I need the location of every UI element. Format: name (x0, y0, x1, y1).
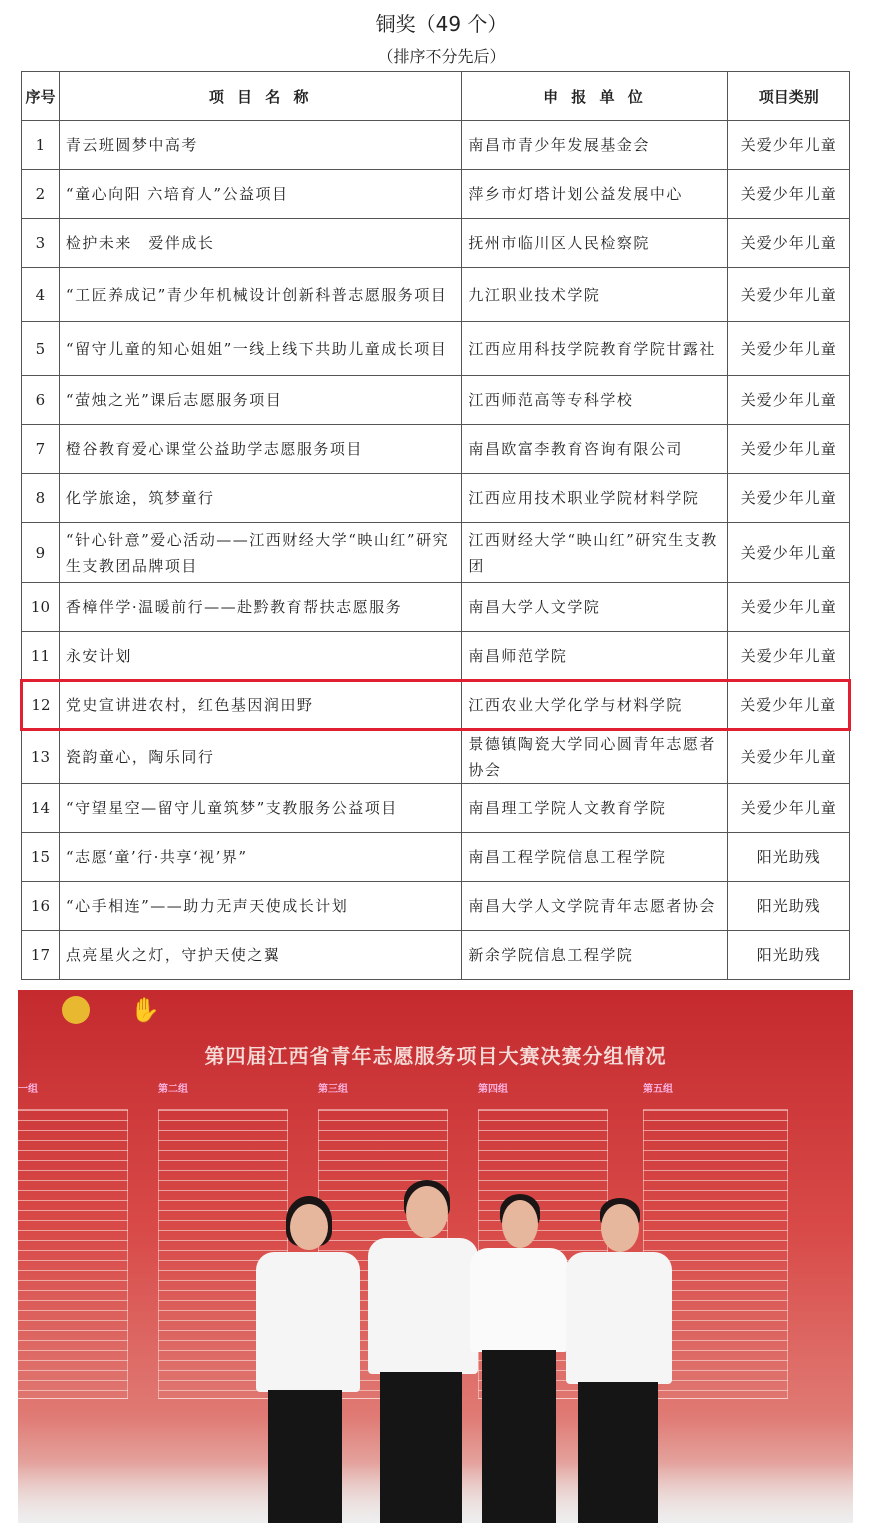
table-row (22, 784, 850, 833)
project-name: “针心针意”爱心活动——江西财经大学“映山红”研究生支教团品牌项目 (59, 523, 462, 583)
row-number: 3 (22, 219, 60, 268)
table-header-row (22, 72, 850, 121)
table-row (22, 268, 850, 322)
applicant-unit: 南昌欧富李教育咨询有限公司 (462, 425, 728, 474)
header-unit: 申 报 单 位 (462, 72, 728, 121)
project-category: 关爱少年儿童 (728, 219, 850, 268)
project-name: “志愿‘童’行·共享‘视’界” (59, 833, 462, 882)
row-number: 9 (22, 523, 60, 583)
table-row (22, 632, 850, 681)
project-name: “工匠养成记”青少年机械设计创新科普志愿服务项目 (59, 268, 462, 322)
project-category: 关爱少年儿童 (728, 376, 850, 425)
group-label: 第四组 (478, 1084, 508, 1095)
project-name: 瓷韵童心，陶乐同行 (59, 730, 462, 784)
project-name: 香樟伴学·温暖前行——赴黔教育帮扶志愿服务 (59, 583, 462, 632)
page-title: 铜奖（49 个） (375, 12, 508, 36)
table-row (22, 523, 850, 583)
header-no: 序号 (22, 72, 60, 121)
table-row (22, 583, 850, 632)
page-subtitle: （排序不分先后） (377, 47, 506, 66)
header-category: 项目类别 (728, 72, 850, 121)
table-row (22, 833, 850, 882)
applicant-unit: 江西农业大学化学与材料学院 (462, 681, 728, 730)
table-row (22, 681, 850, 730)
row-number: 8 (22, 474, 60, 523)
row-number: 17 (22, 931, 60, 980)
group-label: 一组 (18, 1084, 38, 1095)
project-category: 关爱少年儿童 (728, 474, 850, 523)
project-name: 党史宣讲进农村，红色基因润田野 (59, 681, 462, 730)
youth-league-emblem-icon (62, 996, 90, 1024)
applicant-unit: 南昌工程学院信息工程学院 (462, 833, 728, 882)
group-board (18, 1080, 128, 1400)
applicant-unit: 景德镇陶瓷大学同心圆青年志愿者协会 (462, 730, 728, 784)
applicant-unit: 抚州市临川区人民检察院 (462, 219, 728, 268)
project-name: 检护未来 爱伴成长 (59, 219, 462, 268)
applicant-unit: 新余学院信息工程学院 (462, 931, 728, 980)
project-category: 关爱少年儿童 (728, 583, 850, 632)
project-category: 关爱少年儿童 (728, 425, 850, 474)
table-row (22, 474, 850, 523)
table-row (22, 425, 850, 474)
volunteer-hand-icon: ✋ (130, 996, 160, 1024)
applicant-unit: 南昌师范学院 (462, 632, 728, 681)
project-category: 关爱少年儿童 (728, 730, 850, 784)
applicant-unit: 九江职业技术学院 (462, 268, 728, 322)
row-number: 13 (22, 730, 60, 784)
project-category: 关爱少年儿童 (728, 170, 850, 219)
group-photo (18, 990, 853, 1523)
group-label: 第二组 (158, 1084, 188, 1095)
project-name: “留守儿童的知心姐姐”一线上线下共助儿童成长项目 (59, 322, 462, 376)
row-number: 4 (22, 268, 60, 322)
header-name: 项 目 名 称 (59, 72, 462, 121)
board-title: 第四届江西省青年志愿服务项目大赛决赛分组情况 (204, 1044, 667, 1068)
project-category: 阳光助残 (728, 833, 850, 882)
project-name: 化学旅途，筑梦童行 (59, 474, 462, 523)
applicant-unit: 萍乡市灯塔计划公益发展中心 (462, 170, 728, 219)
applicant-unit: 江西应用技术职业学院材料学院 (462, 474, 728, 523)
row-number: 2 (22, 170, 60, 219)
row-number: 11 (22, 632, 60, 681)
table-row (22, 322, 850, 376)
table-row (22, 882, 850, 931)
group-label: 第三组 (318, 1084, 348, 1095)
project-category: 关爱少年儿童 (728, 121, 850, 170)
project-name: “童心向阳 六培育人”公益项目 (59, 170, 462, 219)
applicant-unit: 南昌理工学院人文教育学院 (462, 784, 728, 833)
project-category: 关爱少年儿童 (728, 523, 850, 583)
row-number: 6 (22, 376, 60, 425)
project-name: 永安计划 (59, 632, 462, 681)
row-number: 12 (22, 681, 60, 730)
table-row (22, 730, 850, 784)
row-number: 10 (22, 583, 60, 632)
project-name: 点亮星火之灯，守护天使之翼 (59, 931, 462, 980)
project-name: “心手相连”——助力无声天使成长计划 (59, 882, 462, 931)
project-category: 关爱少年儿童 (728, 681, 850, 730)
project-category: 阳光助残 (728, 931, 850, 980)
applicant-unit: 江西师范高等专科学校 (462, 376, 728, 425)
table-row (22, 931, 850, 980)
project-category: 关爱少年儿童 (728, 322, 850, 376)
project-name: 橙谷教育爱心课堂公益助学志愿服务项目 (59, 425, 462, 474)
applicant-unit: 江西应用科技学院教育学院甘露社 (462, 322, 728, 376)
row-number: 14 (22, 784, 60, 833)
row-number: 5 (22, 322, 60, 376)
project-category: 关爱少年儿童 (728, 632, 850, 681)
applicant-unit: 南昌大学人文学院 (462, 583, 728, 632)
table-row (22, 121, 850, 170)
row-number: 1 (22, 121, 60, 170)
table-row (22, 170, 850, 219)
project-category: 关爱少年儿童 (728, 268, 850, 322)
project-category: 关爱少年儿童 (728, 784, 850, 833)
project-name: “萤烛之光”课后志愿服务项目 (59, 376, 462, 425)
applicant-unit: 南昌市青少年发展基金会 (462, 121, 728, 170)
award-table (20, 71, 851, 980)
table-row (22, 376, 850, 425)
row-number: 16 (22, 882, 60, 931)
project-name: 青云班圆梦中高考 (59, 121, 462, 170)
project-category: 阳光助残 (728, 882, 850, 931)
applicant-unit: 南昌大学人文学院青年志愿者协会 (462, 882, 728, 931)
row-number: 15 (22, 833, 60, 882)
project-name: “守望星空—留守儿童筑梦”支教服务公益项目 (59, 784, 462, 833)
applicant-unit: 江西财经大学“映山红”研究生支教团 (462, 523, 728, 583)
group-label: 第五组 (643, 1084, 673, 1095)
row-number: 7 (22, 425, 60, 474)
table-row (22, 219, 850, 268)
